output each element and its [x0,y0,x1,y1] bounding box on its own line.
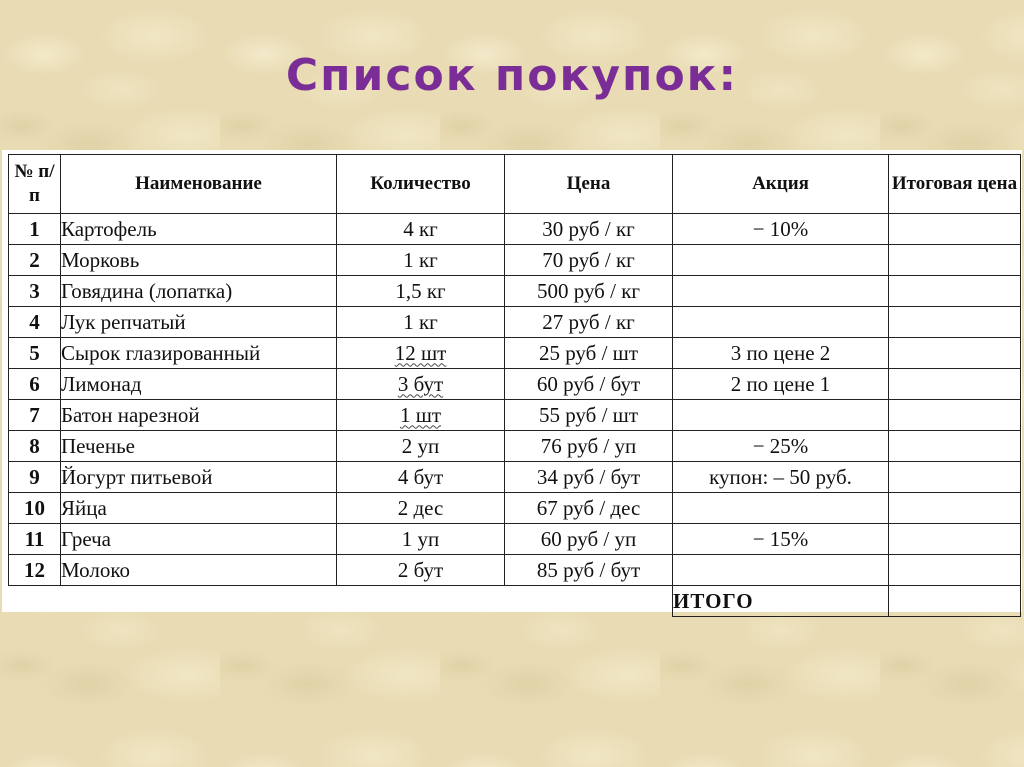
row-qty: 1 уп [337,524,505,555]
row-name: Батон нарезной [61,400,337,431]
row-price: 76 руб / уп [505,431,673,462]
row-price: 67 руб / дес [505,493,673,524]
table-row [9,245,1021,276]
row-price: 25 руб / шт [505,338,673,369]
row-total [889,555,1021,586]
row-promo: − 25% [673,431,889,462]
row-total [889,493,1021,524]
table-row [9,369,1021,400]
row-name: Молоко [61,555,337,586]
table-row [9,400,1021,431]
row-qty: 2 бут [337,555,505,586]
row-num: 3 [9,276,61,307]
row-qty: 4 кг [337,214,505,245]
row-num: 2 [9,245,61,276]
row-total [889,338,1021,369]
row-promo [673,307,889,338]
row-total [889,524,1021,555]
table-header-row [9,155,1021,214]
row-qty: 1 кг [337,307,505,338]
row-price: 27 руб / кг [505,307,673,338]
table-row [9,214,1021,245]
header-name: Наименование [61,155,337,214]
row-price: 60 руб / уп [505,524,673,555]
table-row [9,462,1021,493]
row-num: 9 [9,462,61,493]
row-qty: 1 кг [337,245,505,276]
row-name: Говядина (лопатка) [61,276,337,307]
table-row [9,338,1021,369]
row-price: 70 руб / кг [505,245,673,276]
row-total [889,400,1021,431]
row-promo [673,245,889,276]
row-qty: 1 шт [337,400,505,431]
row-name: Сырок глазированный [61,338,337,369]
header-num: № п/п [9,155,61,214]
header-promo: Акция [673,155,889,214]
table-row [9,276,1021,307]
row-name: Морковь [61,245,337,276]
total-value [889,586,1021,617]
row-promo [673,555,889,586]
row-promo [673,400,889,431]
table-row [9,431,1021,462]
table-row [9,493,1021,524]
row-name: Лук репчатый [61,307,337,338]
row-total [889,369,1021,400]
table-row [9,555,1021,586]
row-num: 8 [9,431,61,462]
total-row [9,586,1021,617]
row-total [889,245,1021,276]
row-total [889,307,1021,338]
shopping-list-table [8,154,1021,617]
row-qty: 1,5 кг [337,276,505,307]
row-qty: 4 бут [337,462,505,493]
page-title: Список покупок: [285,50,739,101]
row-num: 11 [9,524,61,555]
row-name: Лимонад [61,369,337,400]
total-label: ИТОГО [673,586,889,617]
row-qty: 12 шт [337,338,505,369]
row-num: 5 [9,338,61,369]
total-row-spacer [9,586,673,617]
row-name: Печенье [61,431,337,462]
row-qty: 3 бут [337,369,505,400]
row-qty: 2 дес [337,493,505,524]
header-qty: Количество [337,155,505,214]
table-row [9,307,1021,338]
row-qty: 2 уп [337,431,505,462]
row-promo [673,276,889,307]
row-num: 4 [9,307,61,338]
row-price: 500 руб / кг [505,276,673,307]
row-num: 7 [9,400,61,431]
row-name: Йогурт питьевой [61,462,337,493]
row-num: 12 [9,555,61,586]
row-promo [673,493,889,524]
row-total [889,462,1021,493]
row-price: 85 руб / бут [505,555,673,586]
row-promo: купон: – 50 руб. [673,462,889,493]
row-promo: 3 по цене 2 [673,338,889,369]
header-total: Итоговая цена [889,155,1021,214]
header-price: Цена [505,155,673,214]
row-promo: − 15% [673,524,889,555]
row-promo: − 10% [673,214,889,245]
table-row [9,524,1021,555]
row-total [889,431,1021,462]
row-name: Греча [61,524,337,555]
row-price: 34 руб / бут [505,462,673,493]
row-name: Картофель [61,214,337,245]
row-num: 1 [9,214,61,245]
row-num: 6 [9,369,61,400]
row-price: 60 руб / бут [505,369,673,400]
row-total [889,276,1021,307]
row-total [889,214,1021,245]
row-price: 30 руб / кг [505,214,673,245]
row-num: 10 [9,493,61,524]
row-promo: 2 по цене 1 [673,369,889,400]
row-price: 55 руб / шт [505,400,673,431]
row-name: Яйца [61,493,337,524]
